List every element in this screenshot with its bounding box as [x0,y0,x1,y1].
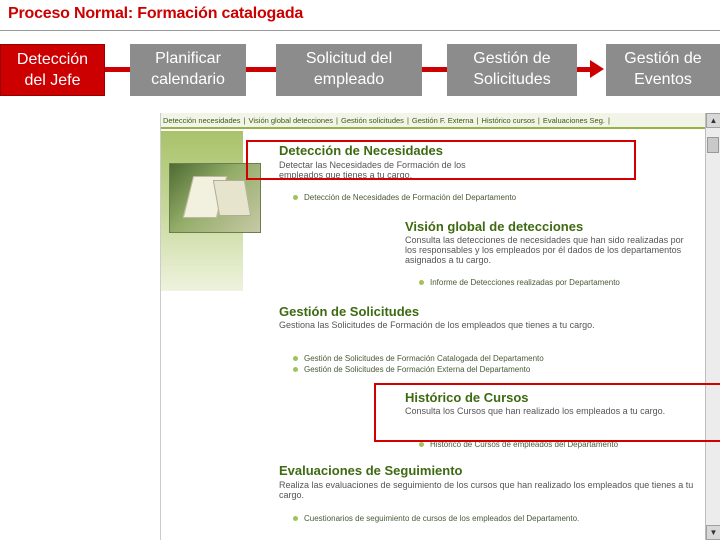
nav-link-deteccion[interactable]: Detección necesidades [163,116,241,125]
step-label: Eventos [634,71,692,88]
scroll-down-button[interactable]: ▼ [706,525,720,540]
step-label: Solicitud del [305,50,393,67]
nav-link-solicitudes[interactable]: Gestión solicitudes [340,116,404,125]
highlight-box-deteccion [246,140,636,180]
connector [422,67,447,72]
section-link[interactable] [293,354,544,363]
bullet-icon [419,442,424,447]
slide-title: Proceso Normal: Formación catalogada [8,5,304,22]
nav-separator: | [406,116,409,125]
section-desc: Gestiona las Solicitudes de Formación de los empleados que tienes a tu cargo. [279,320,595,330]
section-link[interactable] [293,193,516,202]
connector [246,67,276,72]
section-desc: Realiza las evaluaciones de seguimiento de los cursos que han realizado los empleados que tienes a tu cargo. [279,480,694,500]
link-text: Detección de Necesidades de Formación del Departamento [304,193,517,202]
link-text: Gestión de Solicitudes de Formación Catalogada del Departamento [304,354,544,363]
arrow-right-icon [590,60,604,78]
step-solicitud[interactable] [276,44,422,96]
step-label: Gestión de [473,50,551,67]
section-desc: Detectar las Necesidades de Formación de los empleados que tienes a tu cargo. [279,160,466,180]
step-label: Solicitudes [473,71,551,88]
nav-link-externa[interactable]: Gestión F. Externa [411,116,474,125]
nav-link-evaluaciones[interactable]: Evaluaciones Seg. [542,116,605,125]
step-planificar[interactable] [130,44,246,96]
nav-link-historico[interactable]: Histórico cursos [481,116,535,125]
section-heading-vision[interactable]: Visión global de detecciones [405,219,584,234]
nav-separator: | [476,116,479,125]
section-desc: Consulta las detecciones de necesidades que han sido realizadas por los responsables y los empleados por él dados de los departamentos asignados a tu cargo. [405,235,684,265]
vertical-scrollbar[interactable] [705,113,720,540]
nav-separator: | [537,116,540,125]
bullet-icon [293,195,298,200]
step-label: Planificar [155,50,221,67]
section-heading-historico[interactable]: Histórico de Cursos [405,390,529,405]
link-text: Histórico de Cursos de empleados del Departamento [430,440,619,449]
step-deteccion[interactable] [0,44,105,96]
bullet-icon [293,356,298,361]
step-label: Detección [16,51,89,68]
link-text: Cuestionarios de seguimiento de cursos de los empleados del Departamento. [304,514,580,523]
title-divider [0,30,720,31]
link-text: Informe de Detecciones realizadas por Departamento [430,278,620,287]
section-desc: Consulta los Cursos que han realizado los empleados a tu cargo. [405,406,666,416]
connector [105,67,130,72]
nav-link-vision[interactable]: Visión global detecciones [248,116,334,125]
bullet-icon [293,516,298,521]
step-label: empleado [313,71,385,88]
step-gestion-solicitudes[interactable] [447,44,577,96]
step-label: calendario [151,71,225,88]
section-link[interactable] [419,278,620,287]
section-heading-deteccion[interactable]: Detección de Necesidades [279,143,444,158]
section-link[interactable] [293,514,579,523]
top-nav [161,113,706,129]
scroll-thumb[interactable] [707,137,719,153]
step-label: Gestión de [624,50,702,67]
bullet-icon [419,280,424,285]
nav-separator: | [607,116,610,125]
section-link[interactable] [293,365,530,374]
highlight-box-historico [374,383,720,442]
step-gestion-eventos[interactable] [606,44,720,96]
nav-separator: | [336,116,338,125]
step-label: del Jefe [24,72,81,89]
decorative-banner [161,131,243,291]
section-heading-evaluaciones[interactable]: Evaluaciones de Seguimiento [279,463,463,478]
scroll-up-button[interactable]: ▲ [706,113,720,128]
book-page [213,180,251,216]
nav-separator: | [243,116,246,125]
section-heading-solicitudes[interactable]: Gestión de Solicitudes [279,304,420,319]
bullet-icon [293,367,298,372]
link-text: Gestión de Solicitudes de Formación Externa del Departamento [304,365,531,374]
